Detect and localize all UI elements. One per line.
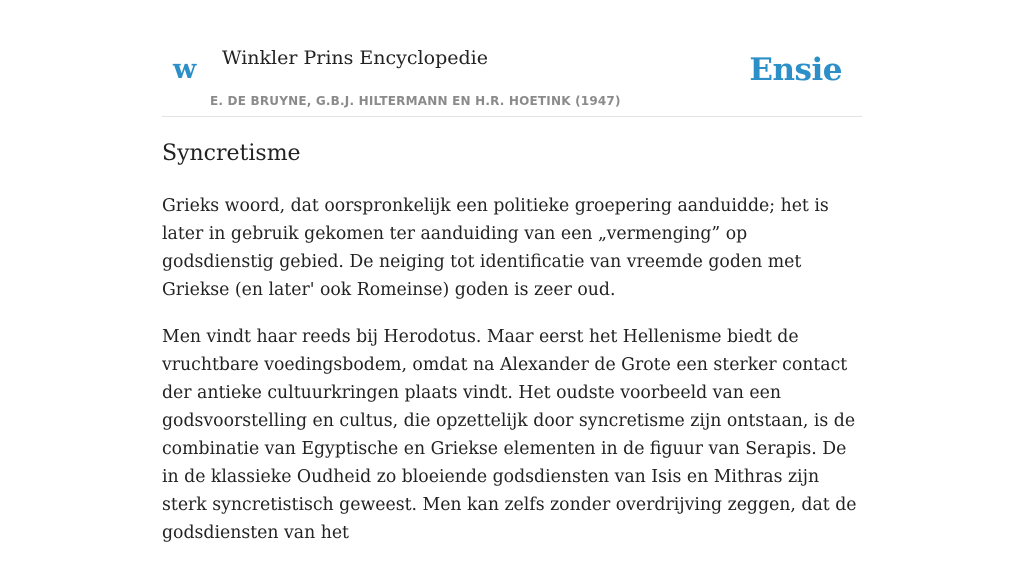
article-paragraph: Grieks woord, dat oorspronkelijk een politieke groepering aanduidde; het is later in gebruik gekomen ter aanduiding van een „vermenging” op godsdienstig gebied. De neiging tot identificatie van vreemde goden met Griekse (en later' ook Romeinse) goden is zeer oud.	[162, 196, 829, 300]
article-paragraph: Men vindt haar reeds bij Herodotus. Maar eerst het Hellenisme biedt de vruchtbare voedingsbodem, omdat na Alexander de Grote een sterker contact der antieke cultuurkringen plaats vindt. Het oudste voorbeeld van een godsvoorstelling en cultus, die opzettelijk door syncretisme zijn ontstaan, is de combinatie van Egyptische en Griekse elementen in de figuur van Serapis. De in de klassieke Oudheid zo bloeiende godsdiensten van Isis en Mithras zijn sterk syncretistisch geweest. Men kan zelfs zonder overdrijving zeggen, dat de godsdiensten van het	[162, 327, 857, 543]
source-header	[162, 40, 862, 117]
ensie-logo[interactable]: Ensie	[749, 52, 842, 88]
source-title[interactable]: Winkler Prins Encyclopedie	[222, 47, 488, 69]
winkler-prins-logo[interactable]: w	[173, 54, 197, 85]
entry-title: Syncretisme	[162, 141, 301, 166]
source-authors: E. DE BRUYNE, G.B.J. HILTERMANN EN H.R. HOETINK (1947)	[210, 94, 621, 108]
article-body	[162, 192, 862, 566]
